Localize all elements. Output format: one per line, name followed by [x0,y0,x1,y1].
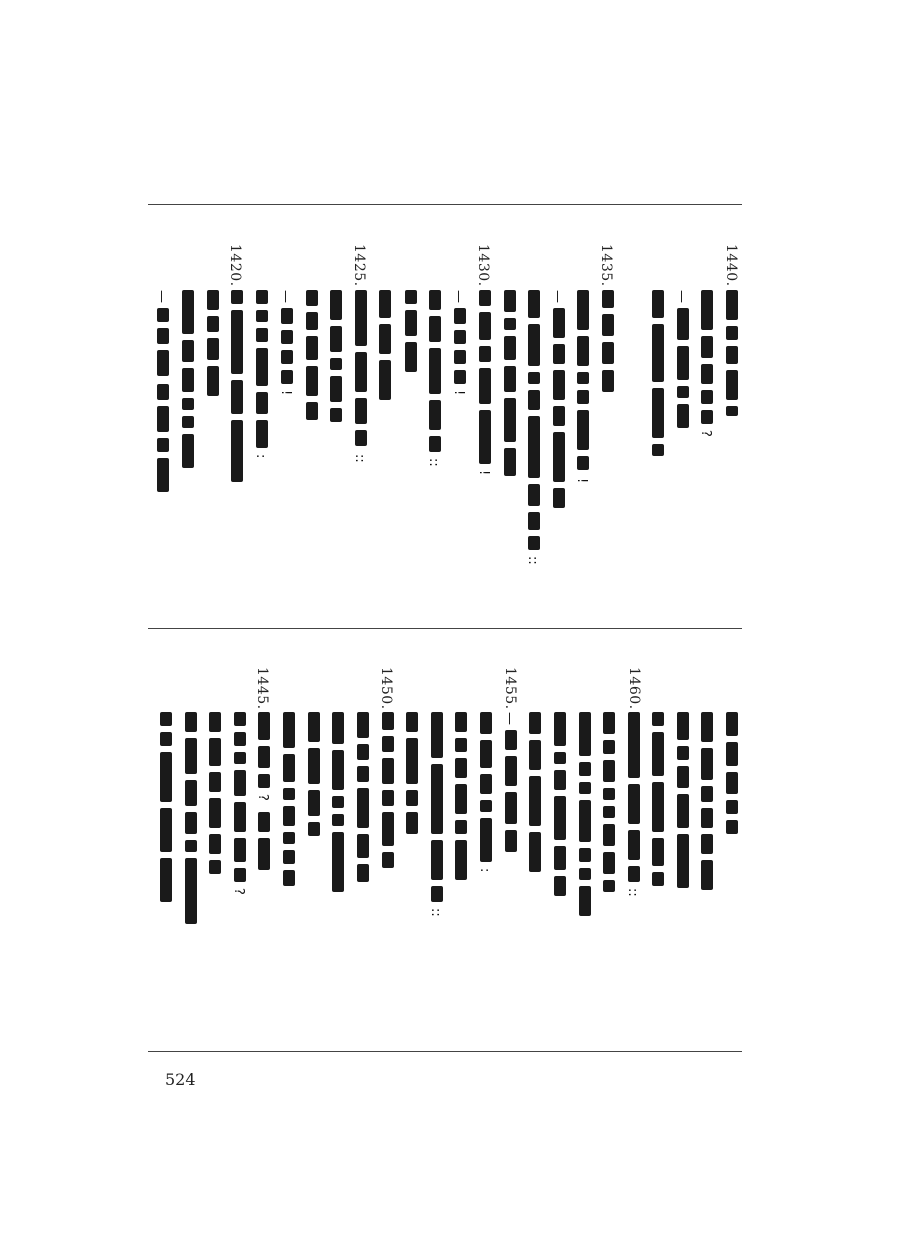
colon: : [253,454,268,459]
script-column [602,712,616,922]
script-column [356,712,370,922]
script-column [405,712,419,842]
double-colon: :: [352,454,367,463]
dash: — [154,290,169,303]
script-column [578,712,592,932]
dash: — [451,290,466,303]
script-column [553,712,567,942]
script-column [181,290,195,540]
line-number: 1435. [598,244,614,287]
dash: — [550,290,565,303]
script-column [378,290,392,420]
script-column [159,712,173,932]
script-column [725,712,739,822]
script-column [257,712,271,942]
script-column [208,712,222,922]
dash: — [278,290,293,303]
question-mark: ? [231,888,246,895]
script-column [700,290,714,440]
script-column [454,712,468,932]
dash: — [674,290,689,303]
double-colon: :: [428,908,443,917]
script-column [478,290,492,500]
line-number: 1445. [254,667,270,710]
line-number: 1460. [626,667,642,710]
script-column [233,712,247,942]
exclamation-mark: ! [278,390,293,396]
script-column [503,290,517,520]
script-column [381,712,395,902]
line-number: 1440. [723,244,739,287]
line-number: 1455. [502,667,518,710]
question-mark: ? [255,794,270,801]
double-colon: :: [426,458,441,467]
script-column [184,712,198,952]
line-number: 1425. [351,244,367,287]
top-rule [148,204,742,205]
script-column [428,290,442,530]
dash: — [502,712,517,725]
script-column [305,290,319,460]
script-column [676,290,690,470]
script-column [430,712,444,952]
script-column [552,290,566,550]
script-column [504,712,518,902]
middle-rule [148,628,742,629]
exclamation-mark: ! [451,390,466,396]
exclamation-mark: ! [476,470,491,476]
script-column [404,290,418,390]
script-column [331,712,345,932]
script-column [156,290,170,520]
script-column [479,712,493,912]
script-column [527,290,541,580]
double-colon: :: [625,888,640,897]
double-colon: :: [525,556,540,565]
script-column [453,290,467,470]
page-number: 524 [165,1070,196,1089]
script-column [576,290,590,510]
question-mark: ? [698,430,713,437]
colon: : [477,868,492,873]
script-column [651,712,665,892]
line-number: 1420. [227,244,243,287]
script-column [206,290,220,440]
script-column [280,290,294,470]
line-number: 1430. [475,244,491,287]
exclamation-mark: ! [574,478,589,484]
script-column [230,290,244,510]
script-column [329,290,343,480]
bottom-rule [148,1051,742,1052]
script-column [354,290,368,510]
script-column [282,712,296,932]
script-column [255,290,269,520]
script-column [651,290,665,470]
script-column [676,712,690,892]
script-column [528,712,542,912]
script-column [627,712,641,932]
script-column [601,290,615,410]
script-column [700,712,714,872]
line-number: 1450. [378,667,394,710]
script-column [307,712,321,872]
script-column [725,290,739,410]
